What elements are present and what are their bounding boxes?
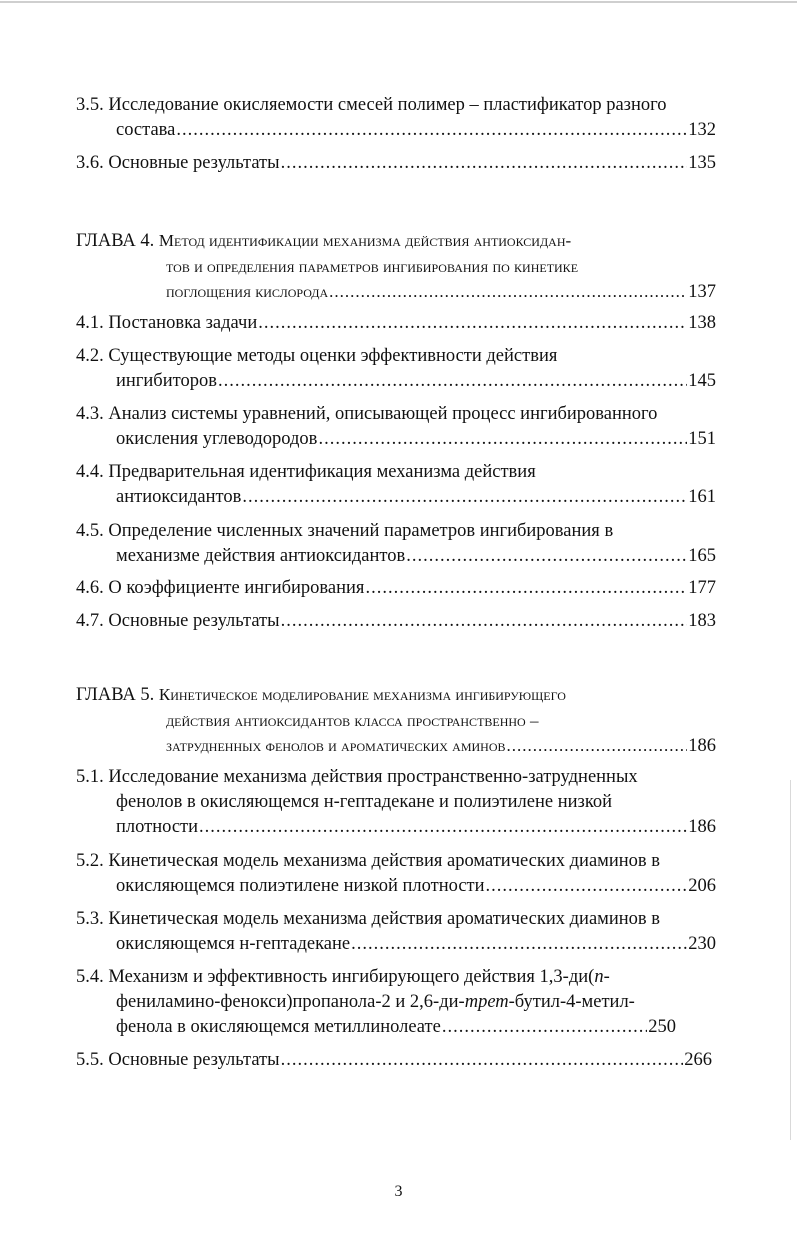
- toc-entry-5-1: 5.1. Исследование механизма действия пространственно-затрудненных фенолов в окисляющемся н-гептадекане и полиэтилене низкой плотности ..... 186: [76, 765, 716, 840]
- page-ref: 250: [648, 1017, 676, 1037]
- page-ref: 137: [688, 282, 716, 302]
- page-ref: 230: [688, 934, 716, 954]
- toc-entry-3-6: 3.6. Основные результаты ..... 135: [76, 151, 716, 176]
- toc-entry-5-4: 5.4. Механизм и эффективность ингибирующего действия 1,3-ди(п- фениламино-фенокси)пропанола-2 и 2,6-ди-трет-бутил-4-метил- фенола в окисляющемся метиллинолеате ..... 250: [76, 965, 716, 1040]
- page-ref: 165: [688, 546, 716, 566]
- page-number: 3: [394, 1183, 403, 1200]
- page-ref: 266: [684, 1050, 712, 1070]
- toc-entry-3-5: 3.5. Исследование окисляемости смесей полимер – пластификатор разного состава ..... 132: [76, 93, 716, 143]
- page-ref: 177: [688, 578, 716, 598]
- page-ref: 132: [688, 120, 716, 140]
- toc-entry-4-4: 4.4. Предварительная идентификация механизма действия антиоксидантов ..... 161: [76, 460, 716, 510]
- toc-entry-5-5: 5.5. Основные результаты ..... 266: [76, 1048, 712, 1073]
- toc-entry-4-1: 4.1. Постановка задачи ..... 138: [76, 311, 716, 336]
- toc-entry-5-2: 5.2. Кинетическая модель механизма действия ароматических диаминов в окисляющемся полиэтилене низкой плотности ..... 206: [76, 849, 716, 899]
- toc-entry-4-6: 4.6. О коэффициенте ингибирования ..... 177: [76, 576, 716, 601]
- toc-entry-4-2: 4.2. Существующие методы оценки эффективности действия ингибиторов ..... 145: [76, 344, 716, 394]
- page-ref: 135: [688, 153, 716, 173]
- page-ref: 151: [688, 429, 716, 449]
- page-ref: 186: [688, 817, 716, 837]
- toc-entry-4-5: 4.5. Определение численных значений параметров ингибирования в механизме действия антиоксидантов ..... 165: [76, 519, 716, 569]
- top-border-line: [0, 1, 797, 3]
- toc-entry-4-7: 4.7. Основные результаты ..... 183: [76, 609, 716, 634]
- chapter-5-heading: ГЛАВА 5. Кинетическое моделирование механизма ингибирующего действия антиоксидантов класса пространственно – затрудненных фенолов и ароматических аминов ..... 186: [76, 682, 716, 759]
- page-ref: 183: [688, 611, 716, 631]
- page-ref: 161: [688, 487, 716, 507]
- chapter-4-heading: ГЛАВА 4. Метод идентификации механизма действия антиоксидан- тов и определения параметров ингибирования по кинетике поглощения кислорода ..... 137: [76, 228, 716, 305]
- page-ref: 145: [688, 371, 716, 391]
- right-edge-line: [790, 780, 791, 1140]
- page-ref: 206: [688, 876, 716, 896]
- toc-entry-5-3: 5.3. Кинетическая модель механизма действия ароматических диаминов в окисляющемся н-гептадекане ..... 230: [76, 907, 716, 957]
- toc-entry-4-3: 4.3. Анализ системы уравнений, описывающей процесс ингибированного окисления углеводородов ..... 151: [76, 402, 716, 452]
- page-ref: 186: [688, 736, 716, 756]
- page-ref: 138: [688, 313, 716, 333]
